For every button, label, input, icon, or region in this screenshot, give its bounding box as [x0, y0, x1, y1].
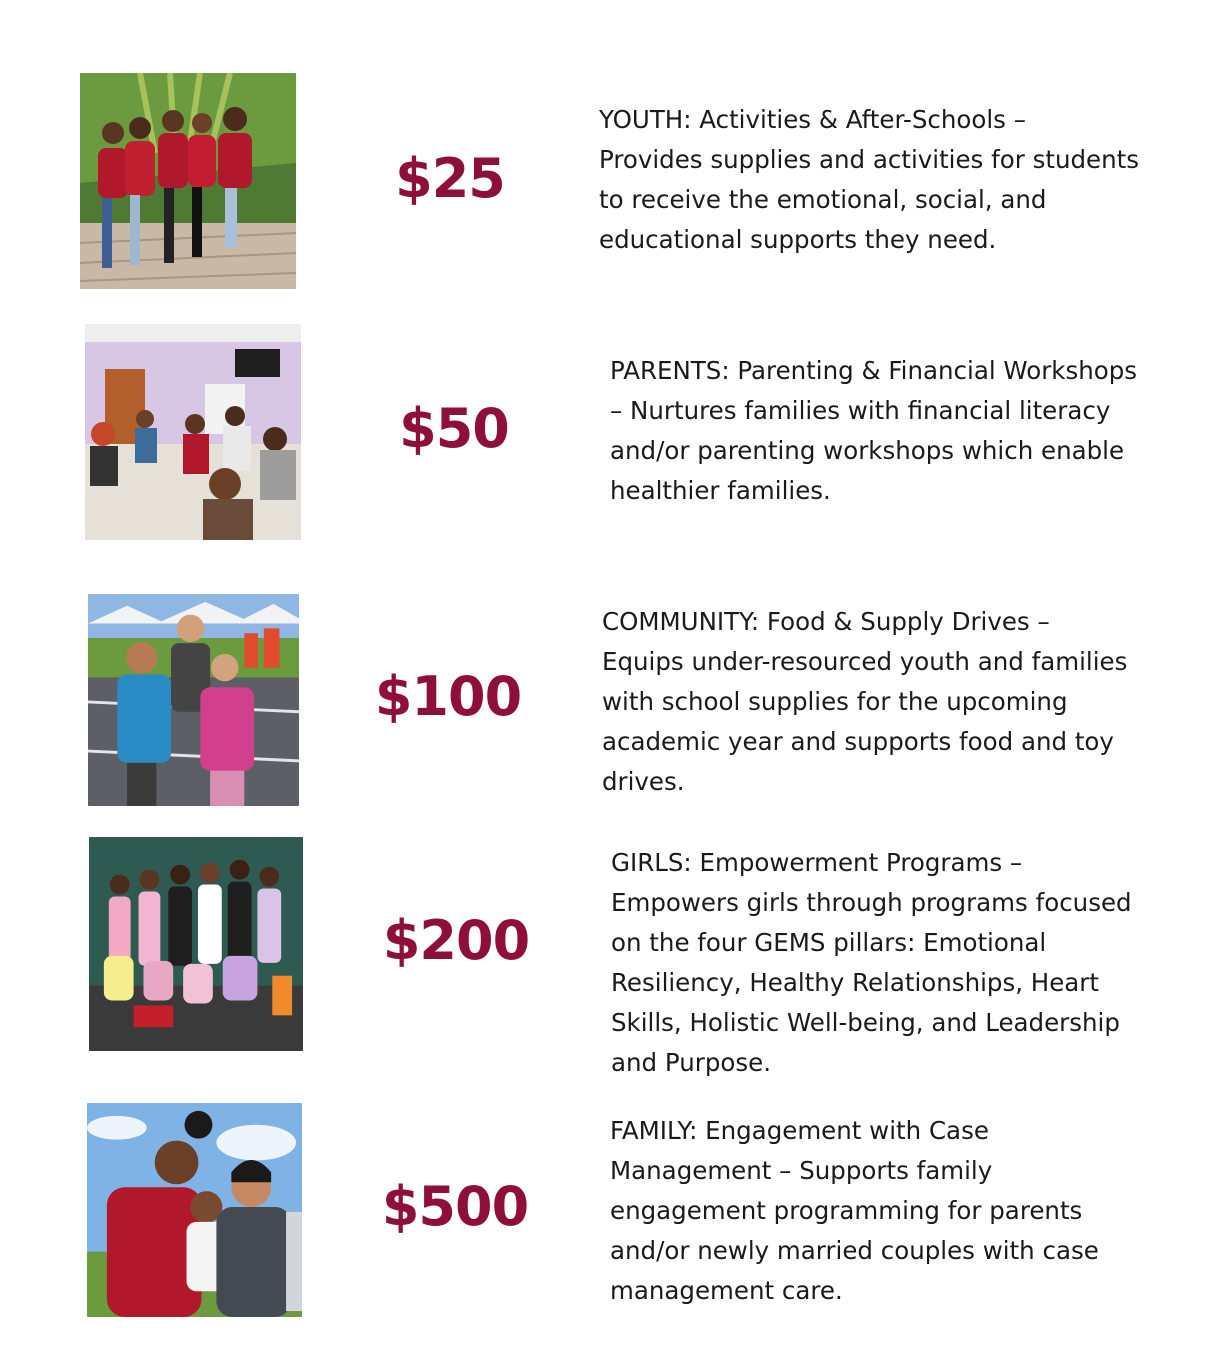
tier-description	[611, 843, 1151, 1083]
tier-amount: $500	[381, 1175, 529, 1238]
description-line: Equips under-resourced youth and families	[602, 647, 1128, 676]
tier-amount: $200	[382, 909, 530, 972]
description-line: drives.	[602, 767, 685, 796]
description-line: Provides supplies and activities for students	[599, 145, 1140, 174]
description-line: with school supplies for the upcoming	[602, 687, 1068, 716]
tier-description	[602, 602, 1142, 802]
description-line: Empowers girls through programs focused	[611, 888, 1132, 917]
tier-amount: $100	[374, 665, 522, 728]
youth-group-photo	[80, 73, 296, 289]
description-line: management care.	[610, 1276, 843, 1305]
description-line: and/or newly married couples with case	[610, 1236, 1099, 1265]
tier-description	[610, 1111, 1150, 1311]
description-line: Skills, Holistic Well-being, and Leadership	[611, 1008, 1120, 1037]
description-line: GIRLS: Empowerment Programs –	[611, 848, 1023, 877]
description-line: educational supports they need.	[599, 225, 997, 254]
tier-description	[599, 100, 1139, 260]
description-line: FAMILY: Engagement with Case	[610, 1116, 989, 1145]
description-line: engagement programming for parents	[610, 1196, 1083, 1225]
description-line: and/or parenting workshops which enable	[610, 436, 1125, 465]
description-line: healthier families.	[610, 476, 831, 505]
description-line: Resiliency, Healthy Relationships, Heart	[611, 968, 1099, 997]
community-drive-photo	[88, 594, 299, 806]
description-line: COMMUNITY: Food & Supply Drives –	[602, 607, 1050, 636]
girls-program-photo	[89, 837, 303, 1051]
description-line: PARENTS: Parenting & Financial Workshops	[610, 356, 1138, 385]
description-line: on the four GEMS pillars: Emotional	[611, 928, 1047, 957]
family-engagement-photo	[87, 1103, 302, 1317]
description-line: YOUTH: Activities & After-Schools –	[599, 105, 1026, 134]
tier-amount: $50	[399, 397, 509, 460]
description-line: and Purpose.	[611, 1048, 771, 1077]
description-line: to receive the emotional, social, and	[599, 185, 1047, 214]
tier-description	[610, 351, 1150, 511]
parents-workshop-photo	[85, 324, 301, 540]
tier-amount: $25	[395, 147, 505, 210]
description-line: academic year and supports food and toy	[602, 727, 1114, 756]
description-line: Management – Supports family	[610, 1156, 993, 1185]
description-line: – Nurtures families with financial literacy	[610, 396, 1111, 425]
